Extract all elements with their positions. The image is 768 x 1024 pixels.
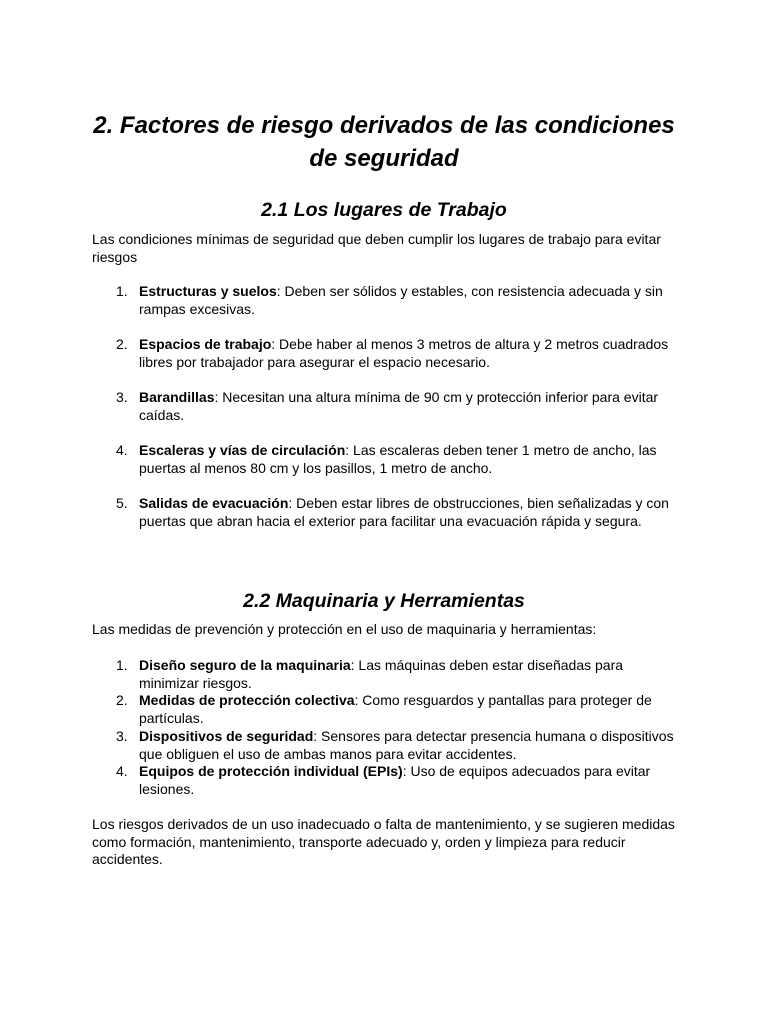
list-item-text: : Las escaleras deben tener 1 metro de ancho, las puertas al menos 80 cm y los pasillos, 1 metro de ancho. (139, 442, 657, 476)
list-item-term: Dispositivos de seguridad (139, 728, 314, 744)
list-item-number: 1. (116, 657, 128, 673)
list-item-number: 3. (116, 728, 128, 744)
list-item-term: Medidas de protección colectiva (139, 692, 355, 708)
list-item-number: 3. (116, 389, 128, 405)
list-item-term: Espacios de trabajo (139, 336, 272, 352)
section-intro-lugares-trabajo: Las condiciones mínimas de seguridad que deben cumplir los lugares de trabajo para evitar riesgos (92, 231, 661, 265)
list-item-text: : Como resguardos y pantallas para proteger de partículas. (139, 692, 652, 726)
list-item-text: : Uso de equipos adecuados para evitar lesiones. (139, 763, 651, 797)
list-item-term: Barandillas (139, 389, 215, 405)
list-item-number: 4. (116, 442, 128, 458)
list-item-term: Estructuras y suelos (139, 283, 277, 299)
page-title: 2. Factores de riesgo derivados de las condiciones de seguridad (93, 112, 675, 172)
list-item-text: : Las máquinas deben estar diseñadas para minimizar riesgos. (139, 657, 624, 691)
list-item-number: 1. (116, 283, 128, 299)
list-item-term: Escaleras y vías de circulación (139, 442, 346, 458)
list-item-text: : Debe haber al menos 3 metros de altura y 2 metros cuadrados libres por trabajador para asegurar el espacio necesario. (139, 336, 669, 370)
list-item-text: : Necesitan una altura mínima de 90 cm y protección inferior para evitar caídas. (139, 389, 659, 423)
list-item-number: 2. (116, 692, 128, 708)
list-item-number: 2. (116, 336, 128, 352)
list-item-text: : Deben estar libres de obstrucciones, bien señalizadas y con puertas que abran hacia el exterior para facilitar una evacuación rápida y segura. (139, 495, 669, 529)
section-heading-lugares-trabajo: 2.1 Los lugares de Trabajo (261, 199, 507, 221)
list-item-number: 5. (116, 495, 128, 511)
section-intro-maquinaria: Las medidas de prevención y protección en el uso de maquinaria y herramientas: (92, 621, 597, 637)
list-item-term: Equipos de protección individual (EPIs) (139, 763, 403, 779)
closing-paragraph: Los riesgos derivados de un uso inadecuado o falta de mantenimiento, y se sugieren medidas como formación, mantenimiento, transporte adecuado y, orden y limpieza para reducir accidentes. (92, 816, 675, 867)
list-item-text: : Deben ser sólidos y estables, con resistencia adecuada y sin rampas excesivas. (139, 283, 663, 317)
list-item-number: 4. (116, 763, 128, 779)
list-item-text: : Sensores para detectar presencia humana o dispositivos que obliguen el uso de ambas manos para evitar accidentes. (139, 728, 674, 762)
list-item-term: Diseño seguro de la maquinaria (139, 657, 351, 673)
section-heading-maquinaria: 2.2 Maquinaria y Herramientas (243, 590, 525, 612)
list-item-term: Salidas de evacuación (139, 495, 289, 511)
